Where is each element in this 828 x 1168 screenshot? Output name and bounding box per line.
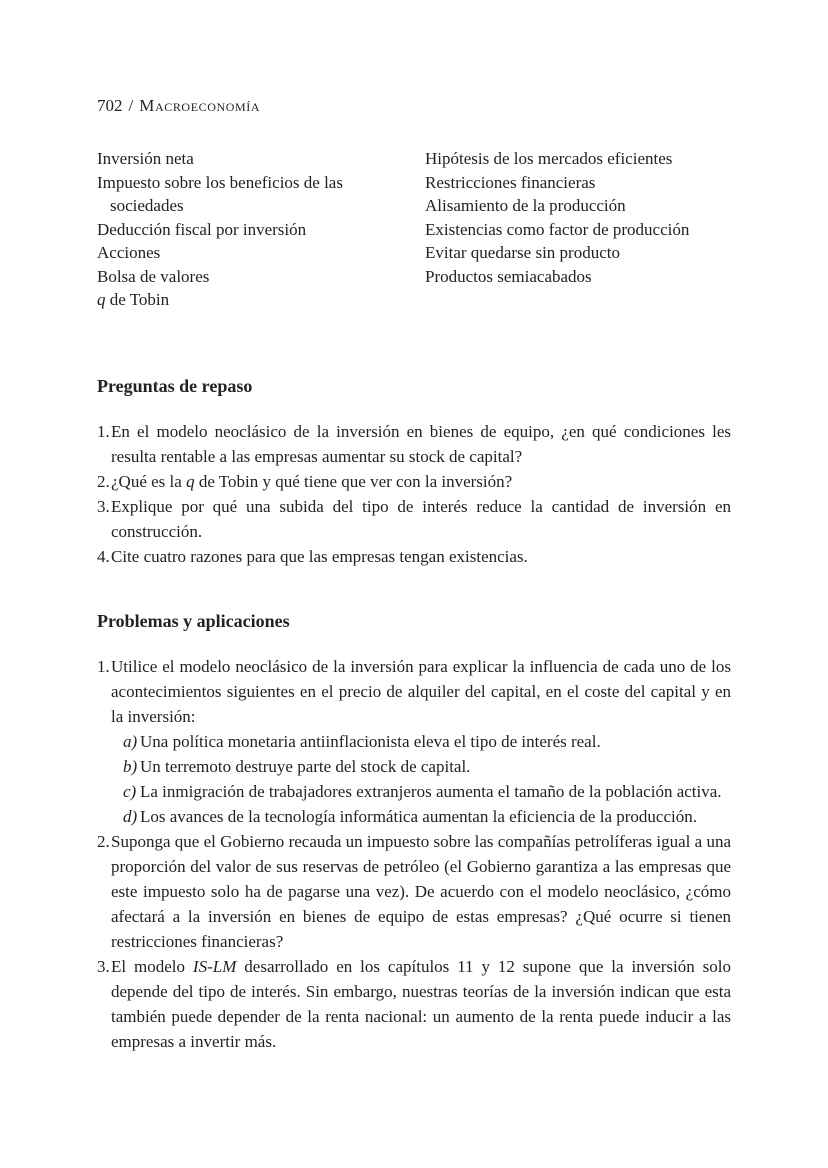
key-term-text: Alisamiento de la producción — [425, 196, 626, 215]
key-term-item — [97, 265, 412, 289]
key-term-item — [425, 147, 731, 171]
key-term-text: Hipótesis de los mercados eficientes — [425, 149, 673, 168]
subitem-text: Un terremoto destruye parte del stock de capital. — [140, 756, 471, 776]
problem-content — [111, 654, 731, 829]
subitem-text: La inmigración de trabajadores extranjeros aumenta el tamaño de la población activa. — [140, 781, 722, 801]
question-number: 4. — [97, 546, 110, 566]
question-number: 3. — [97, 496, 110, 516]
key-term-item — [425, 194, 731, 218]
key-term-text: Acciones — [97, 243, 161, 262]
key-term-italic: q — [97, 290, 106, 309]
key-term-item — [425, 241, 731, 265]
key-term-text: Restricciones financieras — [425, 172, 596, 192]
review-question-item — [97, 544, 731, 569]
subitem-letter: d) — [123, 806, 138, 826]
key-term-item — [97, 171, 412, 218]
problem-subitem — [123, 729, 731, 754]
key-term-text: Deducción fiscal por inversión — [97, 219, 307, 239]
page-number: 702 — [97, 96, 123, 115]
key-term-item — [97, 147, 412, 171]
subitem-text: Los avances de la tecnología informática aumentan la eficiencia de la producción. — [140, 806, 697, 826]
problem-number: 2. — [97, 831, 110, 851]
problems-list — [97, 654, 731, 1054]
review-question-item — [97, 469, 731, 494]
subitem-text: Una política monetaria antiinflacionista eleva el tipo de interés real. — [140, 731, 601, 751]
key-term-item — [97, 241, 412, 265]
problem-number: 1. — [97, 656, 110, 676]
question-text-pre: ¿Qué es la — [111, 471, 187, 491]
question-text: Cite cuatro razones para que las empresas tengan existencias. — [111, 546, 528, 566]
problem-subitem — [123, 804, 731, 829]
problem-content — [111, 954, 731, 1054]
key-term-text: Bolsa de valores — [97, 266, 210, 286]
key-term-item — [97, 218, 412, 242]
problem-text-italic: IS-LM — [192, 956, 237, 976]
question-text: En el modelo neoclásico de la inversión en bienes de equipo, ¿en qué condiciones les resulta rentable a las empresas aumentar su stock de capital? — [111, 421, 731, 466]
review-section-heading: Preguntas de repaso — [97, 375, 253, 396]
key-terms-left-column — [97, 147, 425, 312]
problem-subitem — [123, 779, 731, 804]
key-term-text: Impuesto sobre los beneficios de las sociedades — [97, 172, 343, 215]
problems-section-heading: Problemas y aplicaciones — [97, 610, 290, 631]
key-term-item — [97, 288, 412, 312]
key-terms-section — [97, 147, 731, 312]
key-term-text: Existencias como factor de producción — [425, 219, 690, 239]
key-terms-right-column — [425, 147, 731, 312]
key-term-text: de Tobin — [105, 290, 170, 309]
question-number: 1. — [97, 421, 110, 441]
question-text-italic: q — [186, 471, 195, 491]
key-term-item — [425, 171, 731, 195]
key-term-text: Evitar quedarse sin producto — [425, 243, 620, 262]
book-title: Macroeconomía — [139, 96, 261, 115]
review-question-item — [97, 419, 731, 469]
problem-text: Utilice el modelo neoclásico de la inversión para explicar la influencia de cada uno de los acontecimientos siguientes en el precio de alquiler del capital, en el coste del capital y en la inversión: — [111, 656, 731, 726]
running-header — [97, 96, 731, 116]
problem-number: 3. — [97, 956, 110, 976]
problem-subitems-list — [123, 729, 731, 829]
question-text: Explique por qué una subida del tipo de interés reduce la cantidad de inversión en construcción. — [111, 496, 731, 541]
subitem-letter: b) — [123, 756, 138, 776]
problem-item — [97, 654, 731, 829]
question-text-post: de Tobin y qué tiene que ver con la inversión? — [194, 471, 513, 491]
problem-item — [97, 954, 731, 1054]
problem-item — [97, 829, 731, 954]
problem-subitem — [123, 754, 731, 779]
review-question-item — [97, 494, 731, 544]
question-text — [111, 469, 731, 494]
problem-text-pre: El modelo — [111, 956, 193, 976]
review-questions-list — [97, 419, 731, 569]
subitem-letter: a) — [123, 731, 138, 751]
header-separator: / — [128, 96, 134, 115]
subitem-letter: c) — [123, 781, 137, 801]
key-term-item — [425, 218, 731, 242]
key-term-text: Inversión neta — [97, 149, 194, 168]
key-term-text: Productos semiacabados — [425, 266, 592, 286]
problem-text-post: desarrollado en los capítulos 11 y 12 supone que la inversión solo depende del tipo de interés. Sin embargo, nuestras teorías de la inversión indican que esta también puede depender de la renta nacional: un aumento de la renta puede inducir a las empresas a invertir más. — [111, 956, 731, 1051]
question-number: 2. — [97, 471, 110, 491]
key-term-item — [425, 265, 731, 289]
problem-content: Suponga que el Gobierno recauda un impuesto sobre las compañías petrolíferas igual a una proporción del valor de sus reservas de petróleo (el Gobierno garantiza a las empresas que este impuesto solo ha de pagarse una vez). De acuerdo con el modelo neoclásico, ¿cómo afectará a la inversión en bienes de equipo de estas empresas? ¿Qué ocurre si tienen restricciones financieras? — [111, 831, 731, 951]
